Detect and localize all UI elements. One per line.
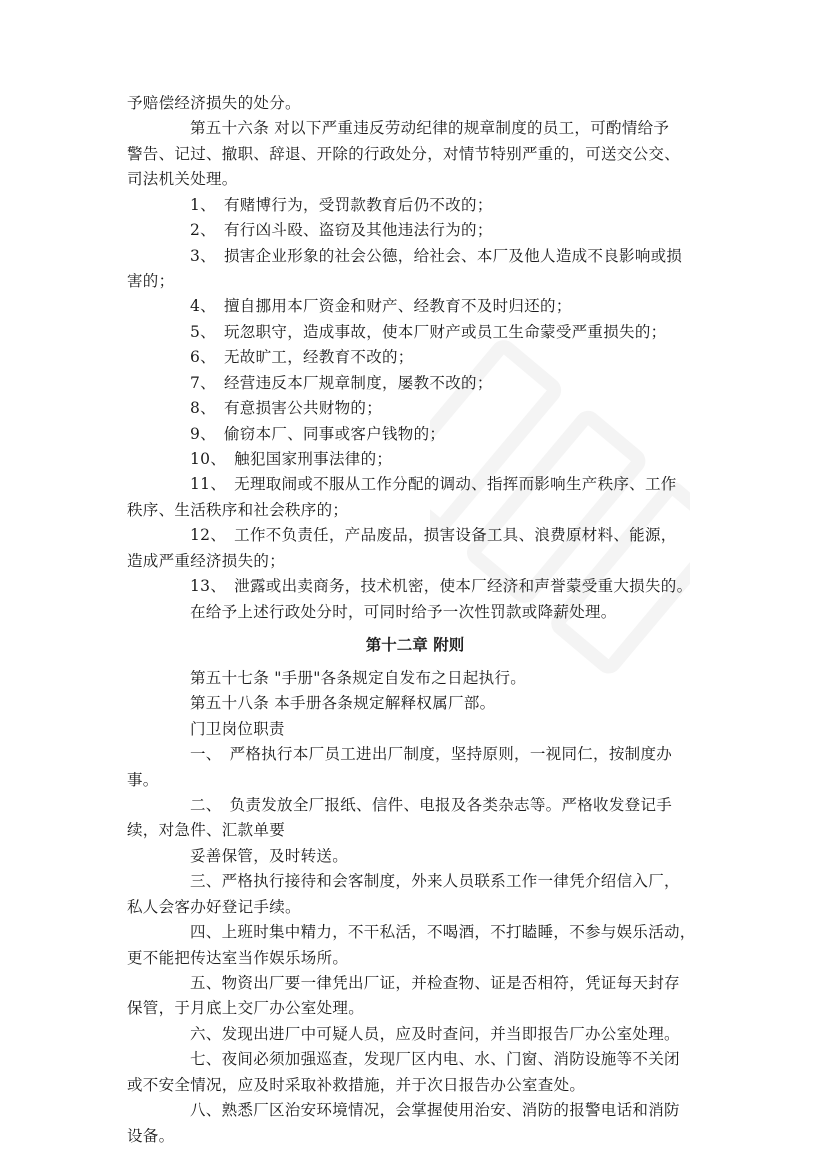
text-line: 8、 有意损害公共财物的； — [190, 399, 383, 418]
text-line: 予赔偿经济损失的处分。 — [127, 94, 301, 112]
text-line: 在给予上述行政处分时，可同时给予一次性罚款或降薪处理。 — [190, 602, 617, 621]
text-line: 妥善保管，及时转送。 — [190, 846, 349, 865]
text-line: 更不能把传达室当作娱乐场所。 — [127, 948, 349, 967]
text-line: 第五十七条 "手册"各条规定自发布之日起执行。 — [190, 668, 527, 687]
text-line: 八、熟悉厂区治安环境情况，会掌握使用治安、消防的报警电话和消防 — [190, 1101, 680, 1120]
text-line: 4、 擅自挪用本厂资金和财产、经教育不及时归还的； — [190, 297, 572, 316]
section-title: 门卫岗位职责 — [190, 719, 285, 738]
text-line: 6、 无故旷工，经教育不改的； — [190, 348, 414, 367]
text-line: 七、夜间必须加强巡查，发现厂区内电、水、门窗、消防设施等不关闭 — [190, 1050, 680, 1069]
text-line: 或不安全情况，应及时采取补救措施，并于次日报告办公室查处。 — [127, 1075, 586, 1094]
text-line: 13、 泄露或出卖商务，技术机密，使本厂经济和声誉蒙受重大损失的。 — [190, 577, 693, 596]
text-line: 四、上班时集中精力，不干私活，不喝酒，不打瞌睡，不参与娱乐活动， — [190, 923, 696, 942]
text-line: 一、 严格执行本厂员工进出厂制度，坚持原则，一视同仁，按制度办 — [190, 745, 673, 764]
chapter-title: 第十二章 附则 — [365, 635, 465, 654]
text-line: 第五十六条 对以下严重违反劳动纪律的规章制度的员工，可酌情给予 — [190, 119, 670, 138]
text-line: 设备。 — [127, 1126, 175, 1145]
text-line: 3、 损害企业形象的社会公德，给社会、本厂及他人造成不良影响或损 — [190, 246, 683, 265]
text-line: 六、发现出进厂中可疑人员，应及时查问，并当即报告厂办公室处理。 — [190, 1024, 680, 1043]
text-line: 2、 有行凶斗殴、盗窃及其他违法行为的； — [190, 221, 493, 240]
text-line: 11、 无理取闹或不服从工作分配的调动、指挥而影响生产秩序、工作 — [190, 475, 677, 494]
text-line: 造成严重经济损失的； — [127, 551, 286, 570]
text-line: 7、 经营违反本厂规章制度，屡教不改的； — [190, 373, 493, 392]
text-line: 害的； — [127, 272, 175, 291]
text-line: 9、 偷窃本厂、同事或客户钱物的； — [190, 424, 446, 443]
text-line: 私人会客办好登记手续。 — [127, 897, 301, 916]
text-line: 三、严格执行接待和会客制度，外来人员联系工作一律凭介绍信入厂， — [190, 872, 680, 891]
text-line: 五、物资出厂要一律凭出厂证，并检查物、证是否相符，凭证每天封存 — [190, 973, 680, 992]
text-line: 第五十八条 本手册各条规定解释权属厂部。 — [190, 694, 496, 713]
text-line: 10、 触犯国家刑事法律的； — [190, 450, 393, 469]
text-line: 1、 有赌博行为，受罚款教育后仍不改的； — [190, 195, 493, 214]
text-line: 警告、记过、撤职、辞退、开除的行政处分，对情节特别严重的，可送交公交、 — [127, 144, 681, 163]
text-line: 秩序、生活秩序和社会秩序的； — [127, 500, 349, 519]
text-line: 二、 负责发放全厂报纸、信件、电报及各类杂志等。严格收发登记手 — [190, 795, 673, 814]
text-line: 续，对急件、汇款单要 — [127, 821, 286, 840]
text-line: 12、 工作不负责任，产品废品，损害设备工具、浪费原材料、能源， — [190, 526, 677, 545]
watermark-graphic — [430, 300, 690, 720]
text-line: 5、 玩忽职守，造成事故，使本厂财产或员工生命蒙受严重损失的； — [190, 322, 667, 341]
text-line: 司法机关处理。 — [127, 170, 238, 189]
text-line: 事。 — [127, 770, 159, 789]
text-line: 保管，于月底上交厂办公室处理。 — [127, 999, 365, 1018]
